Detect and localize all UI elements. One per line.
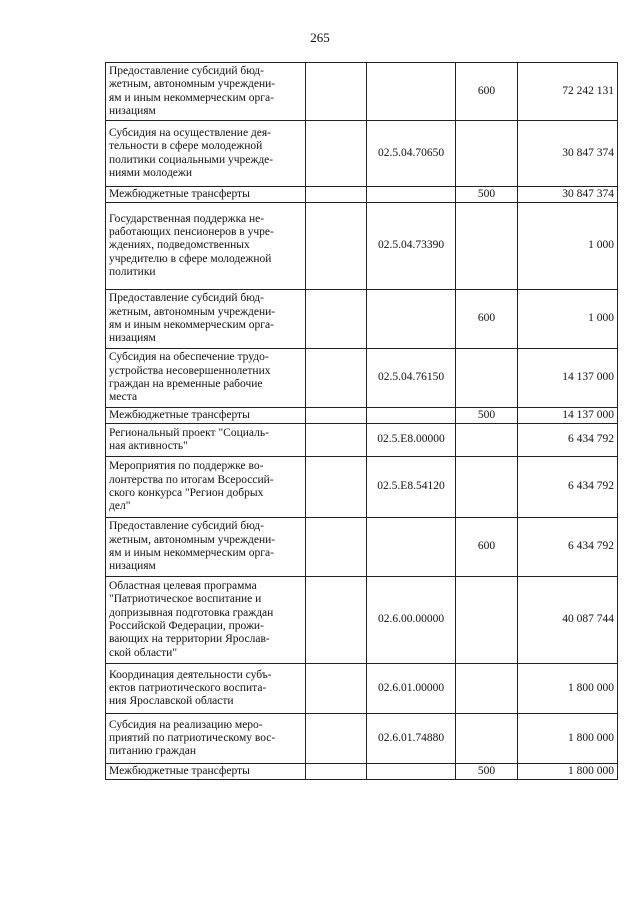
row-empty-cell	[306, 457, 367, 518]
row-amount: 6 434 792	[518, 518, 618, 577]
row-empty-cell	[306, 714, 367, 764]
row-amount: 6 434 792	[518, 424, 618, 457]
row-code	[367, 290, 456, 349]
row-expense-type: 600	[456, 290, 518, 349]
table-row	[106, 424, 618, 457]
row-empty-cell	[306, 203, 367, 290]
row-empty-cell	[306, 518, 367, 577]
row-name: Межбюджетные трансферты	[106, 764, 306, 780]
row-amount: 1 800 000	[518, 664, 618, 714]
row-code	[367, 63, 456, 121]
row-name: Субсидия на осуществление дея- тельности в сфере молодежной политики социальными учрежде- ниями молодежи	[106, 121, 306, 187]
row-amount: 1 000	[518, 203, 618, 290]
row-amount: 30 847 374	[518, 187, 618, 203]
row-expense-type	[456, 424, 518, 457]
row-expense-type	[456, 203, 518, 290]
table-row	[106, 457, 618, 518]
row-code: 02.6.01.74880	[367, 714, 456, 764]
row-expense-type: 600	[456, 518, 518, 577]
row-name: Межбюджетные трансферты	[106, 187, 306, 203]
row-amount: 30 847 374	[518, 121, 618, 187]
table-row	[106, 121, 618, 187]
row-expense-type	[456, 121, 518, 187]
table-row	[106, 664, 618, 714]
row-expense-type	[456, 714, 518, 764]
table-row	[106, 63, 618, 121]
table-row	[106, 577, 618, 664]
row-code	[367, 764, 456, 780]
row-amount: 6 434 792	[518, 457, 618, 518]
row-name: Предоставление субсидий бюд- жетным, автономным учреждени- ям и иным некоммерческим орга- низациям	[106, 518, 306, 577]
row-name: Субсидия на реализацию меро- приятий по патриотическому вос- питанию граждан	[106, 714, 306, 764]
row-name: Предоставление субсидий бюд- жетным, автономным учреждени- ям и иным некоммерческим орга- низациям	[106, 63, 306, 121]
row-empty-cell	[306, 121, 367, 187]
row-expense-type	[456, 457, 518, 518]
budget-table-body	[106, 63, 618, 780]
row-name: Предоставление субсидий бюд- жетным, автономным учреждени- ям и иным некоммерческим орга- низациям	[106, 290, 306, 349]
row-amount: 40 087 744	[518, 577, 618, 664]
table-row	[106, 714, 618, 764]
row-empty-cell	[306, 764, 367, 780]
table-row	[106, 349, 618, 408]
row-empty-cell	[306, 408, 367, 424]
row-name: Мероприятия по поддержке во- лонтерства по итогам Всероссий- ского конкурса "Регион добрых дел"	[106, 457, 306, 518]
row-name: Межбюджетные трансферты	[106, 408, 306, 424]
table-row	[106, 408, 618, 424]
table-row	[106, 187, 618, 203]
row-name: Субсидия на обеспечение трудо- устройства несовершеннолетних граждан на временные рабочие места	[106, 349, 306, 408]
row-empty-cell	[306, 664, 367, 714]
table-row	[106, 764, 618, 780]
row-amount: 1 800 000	[518, 714, 618, 764]
row-amount: 1 000	[518, 290, 618, 349]
row-amount: 14 137 000	[518, 408, 618, 424]
row-expense-type	[456, 577, 518, 664]
row-code	[367, 187, 456, 203]
row-name: Государственная поддержка не- работающих пенсионеров в учре- ждениях, подведомственных учредителю в сфере молодежной политики	[106, 203, 306, 290]
row-empty-cell	[306, 349, 367, 408]
row-expense-type: 500	[456, 187, 518, 203]
row-code	[367, 518, 456, 577]
row-empty-cell	[306, 424, 367, 457]
table-row	[106, 290, 618, 349]
row-amount: 1 800 000	[518, 764, 618, 780]
row-code: 02.6.01.00000	[367, 664, 456, 714]
row-code: 02.5.04.73390	[367, 203, 456, 290]
row-amount: 14 137 000	[518, 349, 618, 408]
row-empty-cell	[306, 290, 367, 349]
row-code: 02.5.04.76150	[367, 349, 456, 408]
row-expense-type: 600	[456, 63, 518, 121]
row-empty-cell	[306, 63, 367, 121]
row-expense-type: 500	[456, 408, 518, 424]
row-expense-type	[456, 664, 518, 714]
table-row	[106, 518, 618, 577]
row-expense-type	[456, 349, 518, 408]
row-empty-cell	[306, 187, 367, 203]
row-code: 02.6.00.00000	[367, 577, 456, 664]
row-name: Координация деятельности субъ- ектов патриотического воспита- ния Ярославской области	[106, 664, 306, 714]
row-name: Областная целевая программа "Патриотическое воспитание и допризывная подготовка граждан Российской Федерации, прожи- вающих на территории Ярослав- ской области"	[106, 577, 306, 664]
row-code: 02.5.E8.54120	[367, 457, 456, 518]
row-amount: 72 242 131	[518, 63, 618, 121]
budget-table	[105, 62, 618, 780]
page-number: 265	[310, 30, 330, 45]
table-row	[106, 203, 618, 290]
row-empty-cell	[306, 577, 367, 664]
row-code	[367, 408, 456, 424]
row-name: Региональный проект "Социаль- ная активность"	[106, 424, 306, 457]
row-code: 02.5.E8.00000	[367, 424, 456, 457]
row-expense-type: 500	[456, 764, 518, 780]
row-code: 02.5.04.70650	[367, 121, 456, 187]
